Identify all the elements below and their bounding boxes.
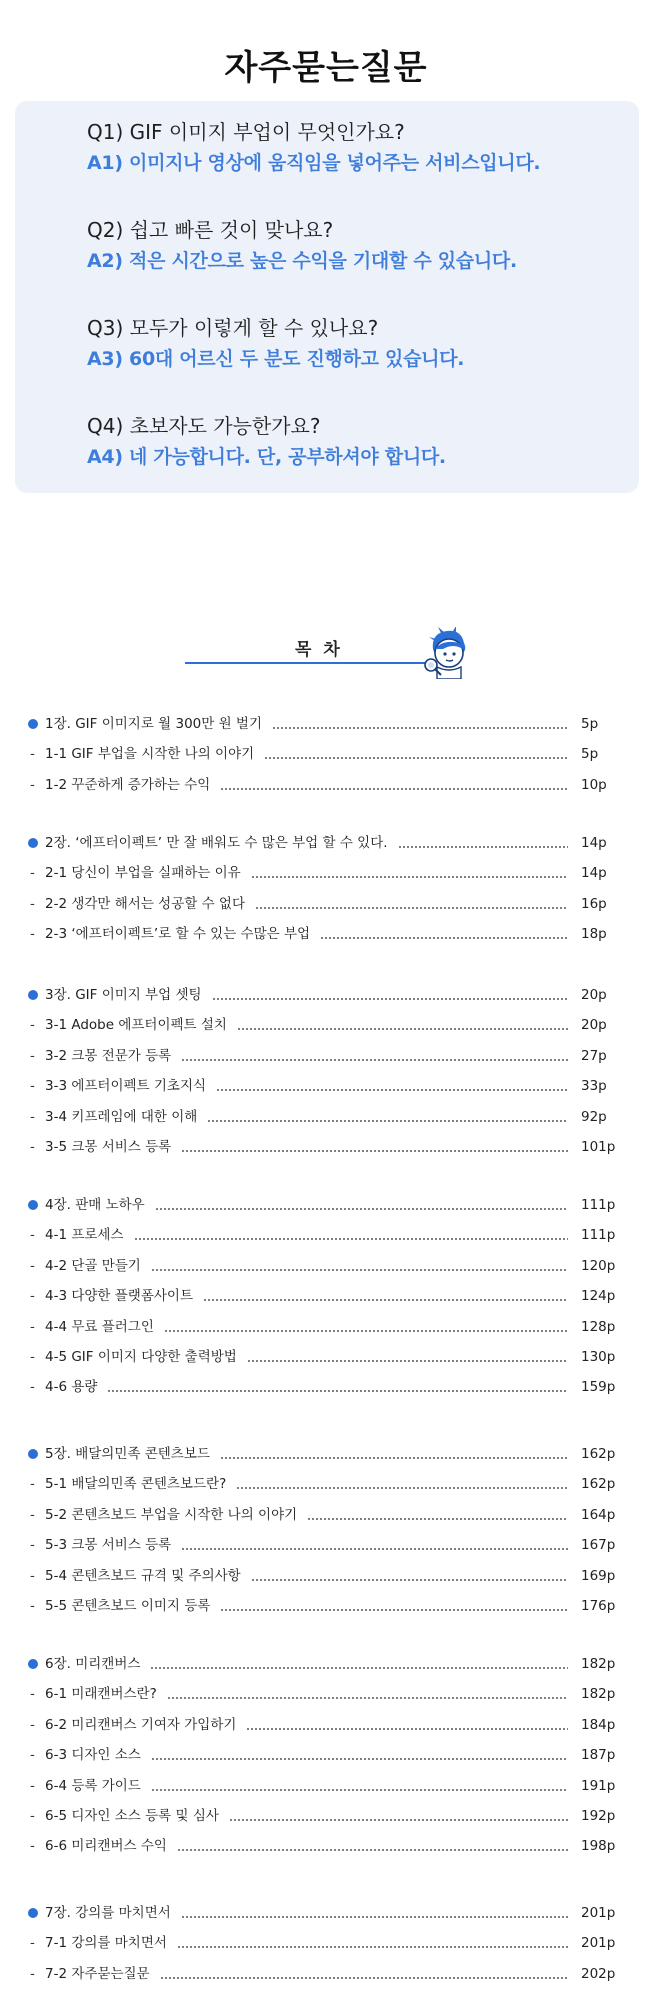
toc-page-number: 182p xyxy=(581,1686,616,1703)
bullet-icon xyxy=(28,838,38,848)
dot-leader xyxy=(151,1269,568,1271)
toc-entry-title: 4-6 용량 xyxy=(45,1379,98,1396)
toc-page-number: 130p xyxy=(581,1349,616,1365)
faq-item xyxy=(87,314,464,373)
dash-marker: - xyxy=(30,776,35,793)
dot-leader xyxy=(251,1579,568,1581)
toc-page-number: 191p xyxy=(581,1777,616,1794)
dot-leader xyxy=(272,727,568,729)
toc-section-row xyxy=(28,1135,628,1159)
dash-marker: - xyxy=(30,1537,35,1554)
faq-item xyxy=(87,118,540,177)
dot-leader xyxy=(247,1360,568,1362)
faq-answer: A2) 적은 시간으로 높은 수익을 기대할 수 있습니다. xyxy=(87,250,517,272)
dot-leader xyxy=(320,937,568,939)
toc-section-row xyxy=(28,861,628,885)
faq-title: 자주묻는질문 xyxy=(224,48,428,88)
toc-underline xyxy=(185,662,425,664)
dash-marker: - xyxy=(30,1349,35,1365)
toc-section-row xyxy=(28,1931,628,1955)
dash-marker: - xyxy=(30,1567,35,1584)
toc-entry-title: 2-2 생각만 해서는 성공할 수 없다 xyxy=(45,895,245,912)
faq-answer: A1) 이미지나 영상에 움직임을 넣어주는 서비스입니다. xyxy=(87,152,541,174)
toc-entry-title: 6장. 미리캔버스 xyxy=(45,1656,141,1672)
faq-question: Q3) 모두가 이렇게 할 수 있나요? xyxy=(87,316,379,340)
dot-leader xyxy=(134,1238,568,1240)
toc-page-number: 198p xyxy=(581,1838,616,1855)
toc-header xyxy=(185,627,485,682)
toc-entry-title: 6-6 미리캔버스 수익 xyxy=(45,1838,167,1855)
dash-marker: - xyxy=(30,1716,35,1733)
dash-marker: - xyxy=(30,1838,35,1855)
toc-entry-title: 4-1 프로세스 xyxy=(45,1227,124,1244)
toc-section-row xyxy=(28,1594,628,1618)
toc-chapter-row xyxy=(28,1442,628,1466)
toc-section-row xyxy=(28,773,628,797)
toc-entry-title: 3-4 키프레임에 대한 이해 xyxy=(45,1108,198,1125)
toc-entry-title: 5-3 크몽 서비스 등록 xyxy=(45,1537,172,1554)
dot-leader xyxy=(212,998,568,1000)
dot-leader xyxy=(207,1120,568,1122)
toc-page-number: 10p xyxy=(581,776,607,793)
dot-leader xyxy=(181,1059,568,1061)
toc-page-number: 111p xyxy=(581,1197,616,1213)
dot-leader xyxy=(229,1819,568,1821)
toc-section-row xyxy=(28,1962,628,1986)
mascot-icon xyxy=(423,627,473,679)
bullet-icon xyxy=(28,719,38,729)
toc-entry-title: 2장. ‘에프터이펙트’ 만 잘 배워도 수 많은 부업 할 수 있다. xyxy=(45,835,388,851)
faq-item xyxy=(87,216,517,275)
toc-section-row xyxy=(28,1533,628,1557)
toc-entry-title: 3-1 Adobe 에프터이펙트 설치 xyxy=(45,1017,227,1034)
toc-entry-title: 6-1 미래캔버스란? xyxy=(45,1686,157,1703)
toc-chapter-row xyxy=(28,831,628,855)
dot-leader xyxy=(151,1758,568,1760)
toc-section-row xyxy=(28,1682,628,1706)
dot-leader xyxy=(177,1946,568,1948)
toc-chapter-row xyxy=(28,1652,628,1676)
dot-leader xyxy=(181,1150,568,1152)
toc-page-number: 162p xyxy=(581,1476,616,1493)
toc-section-row xyxy=(28,1074,628,1098)
toc-page-number: 5p xyxy=(581,716,599,732)
toc-page-number: 159p xyxy=(581,1379,616,1396)
toc-section-row xyxy=(28,1345,628,1369)
faq-question: Q2) 쉽고 빠른 것이 맞나요? xyxy=(87,218,334,242)
toc-section-row xyxy=(28,1223,628,1247)
dash-marker: - xyxy=(30,1686,35,1703)
faq-answer: A3) 60대 어르신 두 분도 진행하고 있습니다. xyxy=(87,348,465,370)
dot-leader xyxy=(155,1208,568,1210)
faq-item xyxy=(87,412,446,471)
faq-question: Q1) GIF 이미지 부업이 무엇인가요? xyxy=(87,120,405,144)
toc-section-row xyxy=(28,1105,628,1129)
toc-entry-title: 6-2 미리캔버스 기여자 가입하기 xyxy=(45,1716,237,1733)
toc-entry-title: 6-5 디자인 소스 등록 및 심사 xyxy=(45,1808,219,1824)
toc-entry-title: 5-4 콘텐츠보드 규격 및 주의사항 xyxy=(45,1567,241,1584)
toc-section-row xyxy=(28,1713,628,1737)
toc-page-number: 162p xyxy=(581,1446,616,1462)
dash-marker: - xyxy=(30,1047,35,1064)
bullet-icon xyxy=(28,1449,38,1459)
toc-page-number: 187p xyxy=(581,1747,616,1764)
dash-marker: - xyxy=(30,1506,35,1523)
dot-leader xyxy=(307,1518,568,1520)
dot-leader xyxy=(220,1609,568,1611)
toc-entry-title: 4-3 다양한 플랫폼사이트 xyxy=(45,1288,194,1305)
dash-marker: - xyxy=(30,1935,35,1952)
dash-marker: - xyxy=(30,1598,35,1614)
dash-marker: - xyxy=(30,1476,35,1493)
dash-marker: - xyxy=(30,1747,35,1764)
toc-entry-title: 4-5 GIF 이미지 다양한 출력방법 xyxy=(45,1349,237,1365)
dot-leader xyxy=(237,1028,568,1030)
toc-section-row xyxy=(28,922,628,946)
dot-leader xyxy=(107,1390,568,1392)
toc-page-number: 124p xyxy=(581,1288,616,1305)
toc-page-number: 20p xyxy=(581,987,607,1003)
toc-section-row xyxy=(28,1564,628,1588)
toc-entry-title: 3장. GIF 이미지 부업 셋팅 xyxy=(45,987,202,1003)
toc-section-row xyxy=(28,1375,628,1399)
dot-leader xyxy=(181,1916,568,1918)
dot-leader xyxy=(150,1667,568,1669)
toc-section-row xyxy=(28,1834,628,1858)
dot-leader xyxy=(203,1299,568,1301)
toc-entry-title: 4장. 판매 노하우 xyxy=(45,1197,145,1213)
toc-page-number: 176p xyxy=(581,1598,616,1614)
toc-page-number: 101p xyxy=(581,1139,616,1155)
toc-entry-title: 1-1 GIF 부업을 시작한 나의 이야기 xyxy=(45,746,255,763)
toc-entry-title: 5장. 배달의민족 콘텐츠보드 xyxy=(45,1446,210,1462)
toc-entry-title: 6-3 디자인 소스 xyxy=(45,1747,141,1764)
toc-entry-title: 3-5 크몽 서비스 등록 xyxy=(45,1139,172,1155)
toc-page-number: 167p xyxy=(581,1537,616,1554)
toc-entry-title: 7-2 자주묻는질문 xyxy=(45,1965,150,1982)
toc-section-row xyxy=(28,1044,628,1068)
toc-page-number: 14p xyxy=(581,835,607,851)
faq-question: Q4) 초보자도 가능한가요? xyxy=(87,414,321,438)
dash-marker: - xyxy=(30,1318,35,1335)
toc-entry-title: 3-3 에프터이펙트 기초지식 xyxy=(45,1078,207,1095)
toc-entry-title: 5-5 콘텐츠보드 이미지 등록 xyxy=(45,1598,211,1614)
toc-section-row xyxy=(28,892,628,916)
toc-page-number: 192p xyxy=(581,1808,616,1824)
dash-marker: - xyxy=(30,1108,35,1125)
toc-chapter-row xyxy=(28,983,628,1007)
toc-entry-title: 1-2 꾸준하게 증가하는 수익 xyxy=(45,776,211,793)
toc-page-number: 120p xyxy=(581,1257,616,1274)
dash-marker: - xyxy=(30,746,35,763)
toc-page-number: 201p xyxy=(581,1935,616,1952)
dot-leader xyxy=(251,876,568,878)
toc-entry-title: 7-1 강의를 마치면서 xyxy=(45,1935,167,1952)
dash-marker: - xyxy=(30,1257,35,1274)
dot-leader xyxy=(167,1697,568,1699)
toc-section-row xyxy=(28,1254,628,1278)
toc-page-number: 16p xyxy=(581,895,607,912)
toc-page-number: 128p xyxy=(581,1318,616,1335)
bullet-icon xyxy=(28,1908,38,1918)
toc-page-number: 111p xyxy=(581,1227,616,1244)
bullet-icon xyxy=(28,1659,38,1669)
toc-section-row xyxy=(28,1774,628,1798)
toc-entry-title: 5-1 배달의민족 콘텐츠보드란? xyxy=(45,1476,227,1493)
toc-chapter-row xyxy=(28,1193,628,1217)
toc-page-number: 18p xyxy=(581,926,607,943)
toc-section-row xyxy=(28,1743,628,1767)
dot-leader xyxy=(181,1548,568,1550)
toc-page-number: 5p xyxy=(581,746,599,763)
dash-marker: - xyxy=(30,1078,35,1095)
toc-entry-title: 1장. GIF 이미지로 월 300만 원 벌기 xyxy=(45,716,263,732)
toc-page-number: 184p xyxy=(581,1716,616,1733)
toc-entry-title: 4-2 단골 만들기 xyxy=(45,1257,141,1274)
dash-marker: - xyxy=(30,1139,35,1155)
dash-marker: - xyxy=(30,1777,35,1794)
toc-page-number: 202p xyxy=(581,1965,616,1982)
bullet-icon xyxy=(28,990,38,1000)
toc-page-number: 182p xyxy=(581,1656,616,1672)
toc-entry-title: 6-4 등록 가이드 xyxy=(45,1777,141,1794)
toc-entry-title: 2-1 당신이 부업을 실패하는 이유 xyxy=(45,865,241,882)
toc-section-row xyxy=(28,1503,628,1527)
toc-title: 목 차 xyxy=(295,640,343,660)
toc-entry-title: 3-2 크몽 전문가 등록 xyxy=(45,1047,172,1064)
toc-section-row xyxy=(28,1315,628,1339)
dot-leader xyxy=(177,1849,568,1851)
dash-marker: - xyxy=(30,1808,35,1824)
toc-page-number: 201p xyxy=(581,1905,616,1921)
toc-page-number: 169p xyxy=(581,1567,616,1584)
dot-leader xyxy=(264,757,568,759)
toc-section-row xyxy=(28,1284,628,1308)
dot-leader xyxy=(151,1789,568,1791)
dot-leader xyxy=(255,907,568,909)
toc-page-number: 92p xyxy=(581,1108,607,1125)
dash-marker: - xyxy=(30,1227,35,1244)
faq-answer: A4) 네 가능합니다. 단, 공부하셔야 합니다. xyxy=(87,446,446,468)
dot-leader xyxy=(160,1977,568,1979)
toc-entry-title: 2-3 ‘에프터이펙트’로 할 수 있는 수많은 부업 xyxy=(45,926,311,943)
toc-entry-title: 4-4 무료 플러그인 xyxy=(45,1318,154,1335)
dash-marker: - xyxy=(30,865,35,882)
toc-entry-title: 7장. 강의를 마치면서 xyxy=(45,1905,171,1921)
dash-marker: - xyxy=(30,926,35,943)
dash-marker: - xyxy=(30,1288,35,1305)
dash-marker: - xyxy=(30,1379,35,1396)
toc-page-number: 164p xyxy=(581,1506,616,1523)
toc-page-number: 14p xyxy=(581,865,607,882)
dot-leader xyxy=(216,1089,568,1091)
toc-entry-title: 5-2 콘텐츠보드 부업을 시작한 나의 이야기 xyxy=(45,1506,298,1523)
dot-leader xyxy=(246,1728,568,1730)
toc-page-number: 27p xyxy=(581,1047,607,1064)
dot-leader xyxy=(220,788,568,790)
dot-leader xyxy=(220,1457,568,1459)
toc-section-row xyxy=(28,1804,628,1828)
toc-page-number: 20p xyxy=(581,1017,607,1034)
dot-leader xyxy=(164,1330,568,1332)
toc-section-row xyxy=(28,742,628,766)
toc-page-number: 33p xyxy=(581,1078,607,1095)
dash-marker: - xyxy=(30,1965,35,1982)
dot-leader xyxy=(236,1487,568,1489)
dash-marker: - xyxy=(30,895,35,912)
toc-section-row xyxy=(28,1013,628,1037)
toc-chapter-row xyxy=(28,712,628,736)
bullet-icon xyxy=(28,1200,38,1210)
toc-section-row xyxy=(28,1472,628,1496)
toc-chapter-row xyxy=(28,1901,628,1925)
dash-marker: - xyxy=(30,1017,35,1034)
dot-leader xyxy=(398,846,568,848)
